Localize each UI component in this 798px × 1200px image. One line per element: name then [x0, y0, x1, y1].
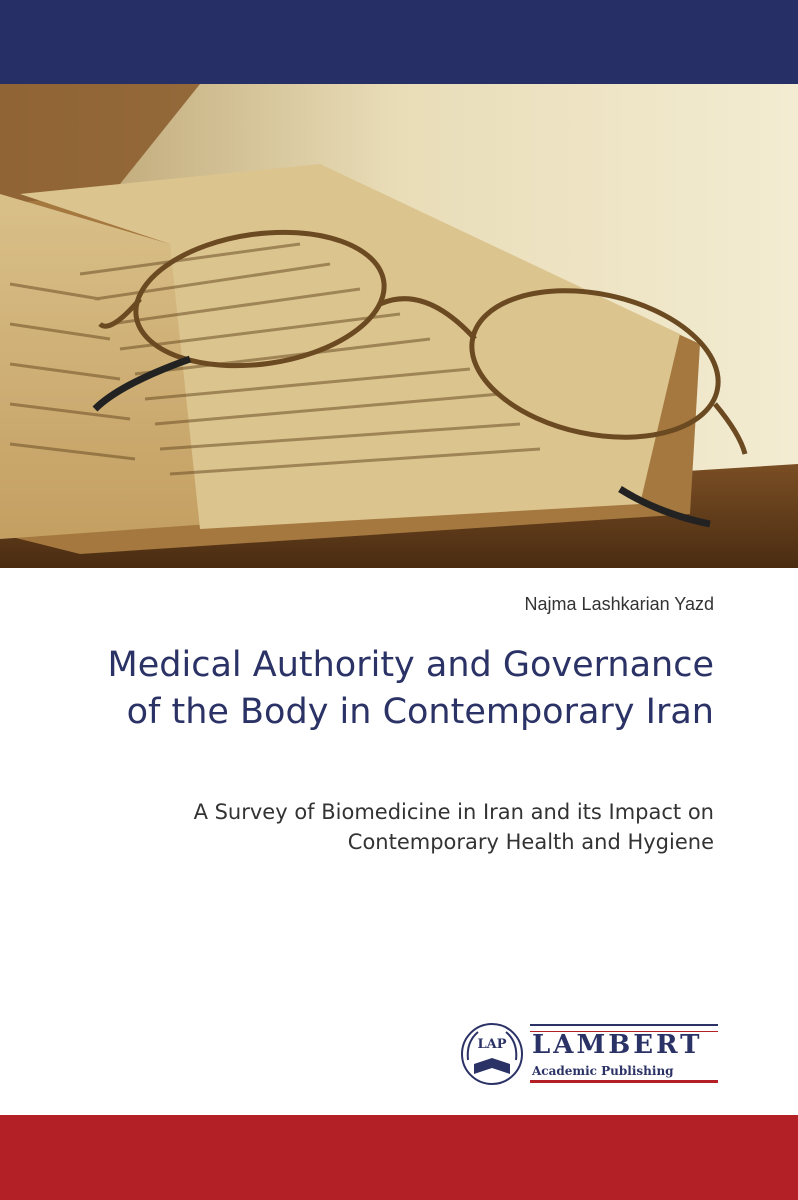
- book-title: Medical Authority and Governance of the Body in Contemporary Iran: [107, 645, 714, 732]
- top-color-band: [0, 0, 798, 84]
- book-subtitle: A Survey of Biomedicine in Iran and its Impact on Contemporary Health and Hygiene: [193, 800, 714, 854]
- cover-photo: [0, 84, 798, 568]
- book-and-glasses-illustration: [0, 84, 798, 568]
- publisher-tagline: Academic Publishing: [532, 1064, 674, 1078]
- publisher-emblem-text: LAP: [477, 1037, 507, 1052]
- bottom-color-band: [0, 1115, 798, 1200]
- publisher-logo: [458, 1020, 722, 1088]
- logo-bottom-rule: [530, 1080, 718, 1083]
- author-name: Najma Lashkarian Yazd: [524, 594, 714, 614]
- publisher-name: LAMBERT: [532, 1030, 703, 1060]
- open-book-laurel-icon: [458, 1020, 526, 1088]
